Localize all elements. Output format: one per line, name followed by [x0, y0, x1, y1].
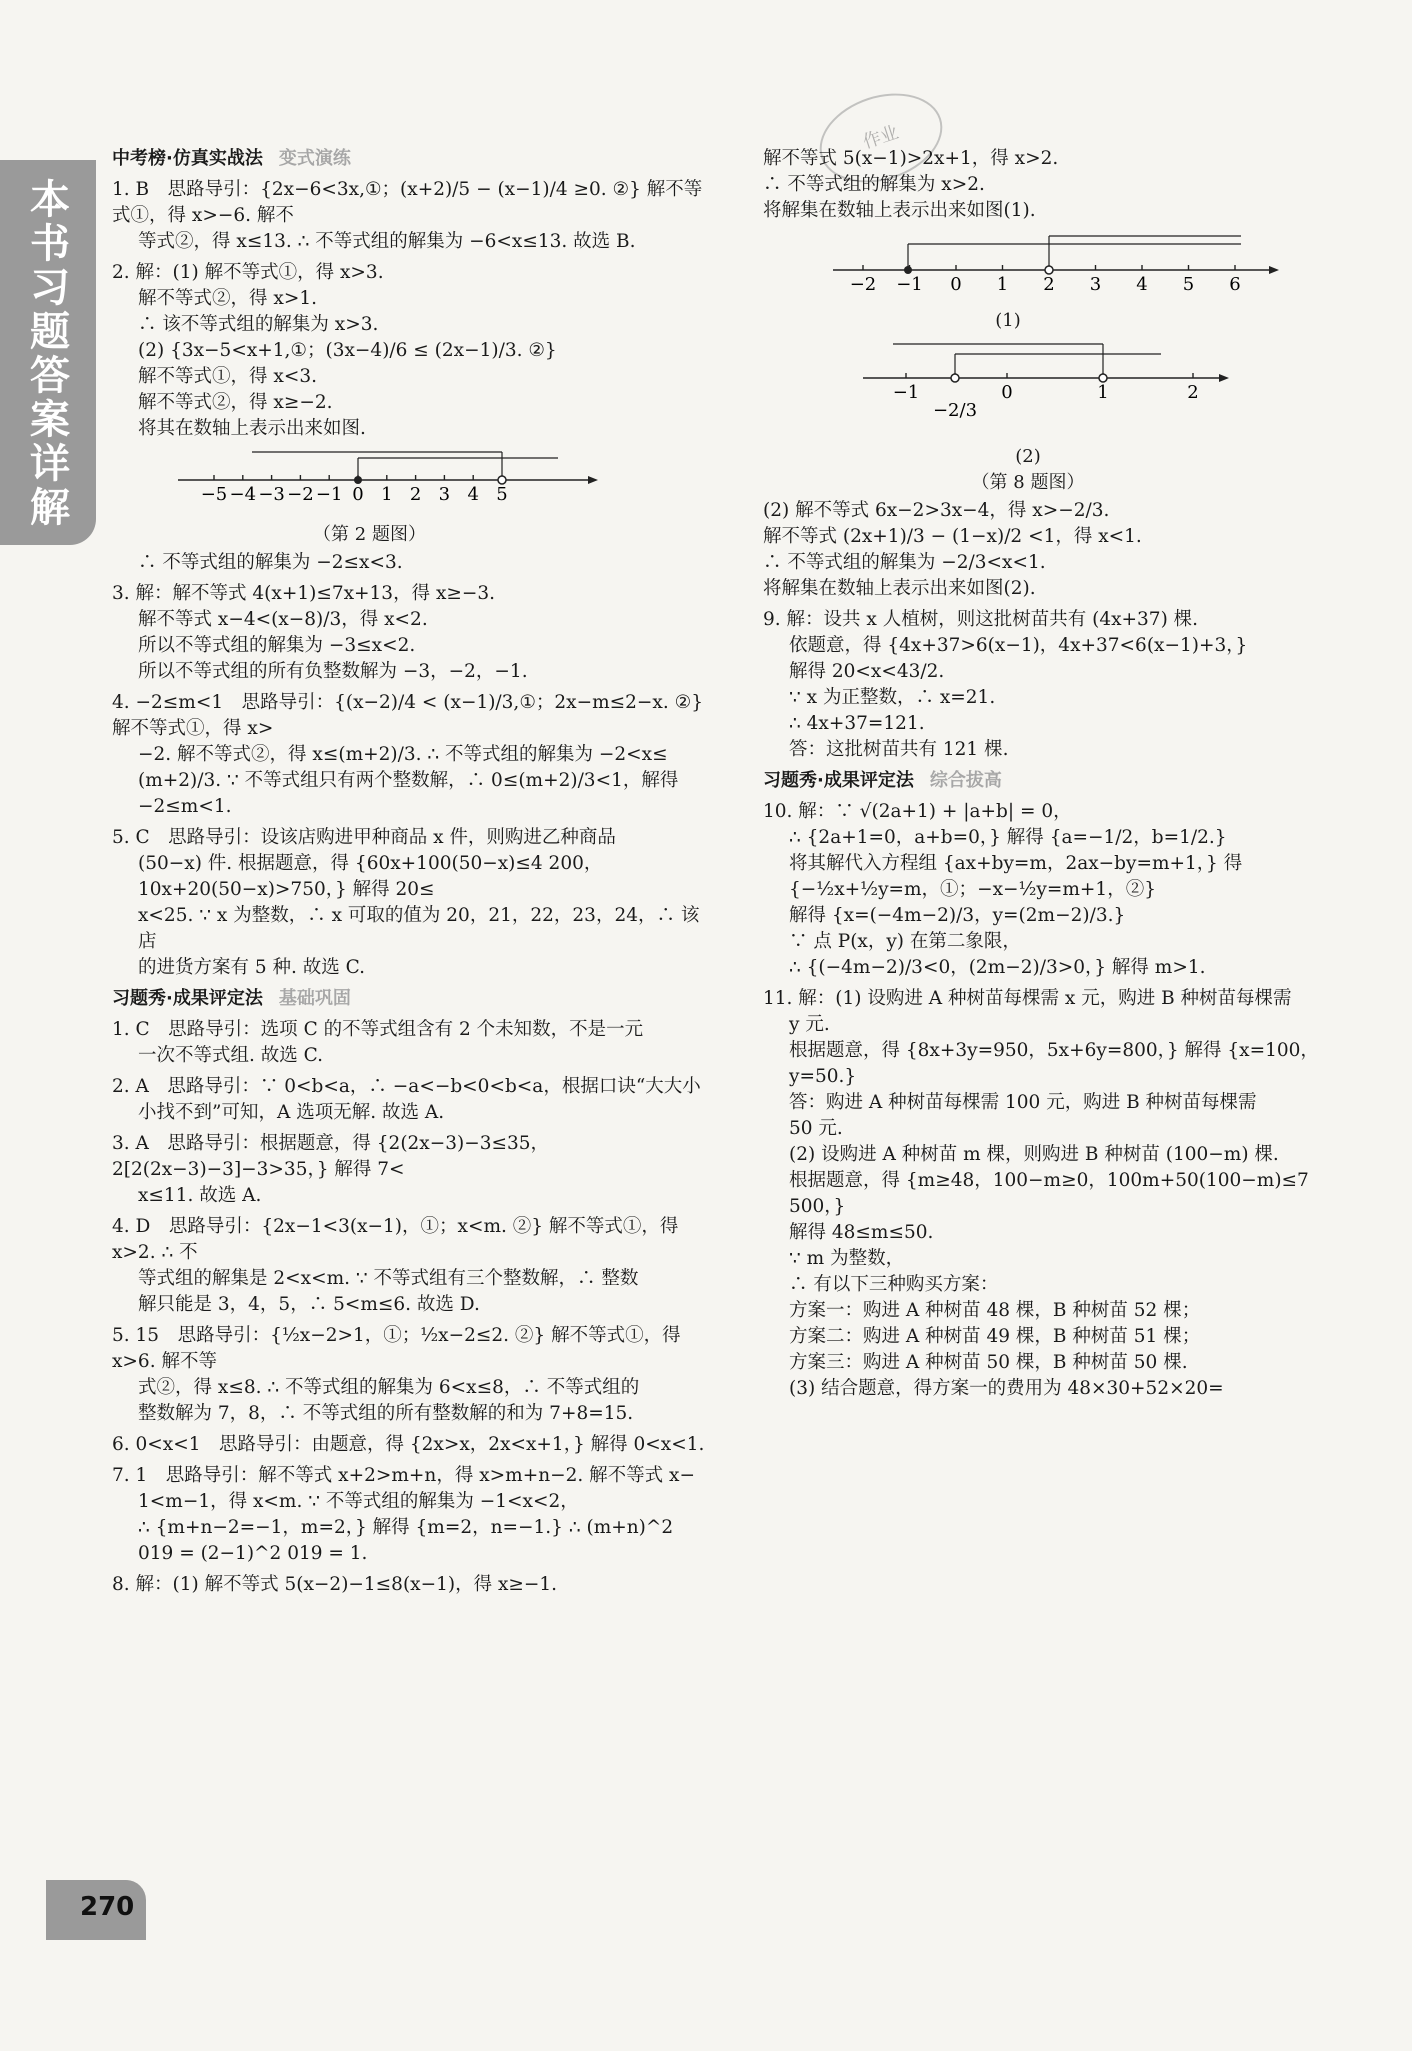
text-line: 解得 20<x<43/2.: [789, 661, 945, 682]
axis-arrow: [1219, 374, 1229, 382]
b6: [112, 1432, 707, 1458]
q10: [763, 799, 1363, 981]
q11: [763, 986, 1363, 1402]
text-line: 1<m−1，得 x<m. ∵ 不等式组的解集为 −1<x<2，: [138, 1491, 579, 1512]
text-line: 50 元.: [789, 1118, 843, 1139]
text-line: 解不等式 (2x+1)/3 − (1−x)/2 <1，得 x<1.: [763, 526, 1142, 547]
b5: [112, 1323, 707, 1427]
text-line: 4. −2≤m<1 思路导引：{(x−2)/4 < (x−1)/3,①；2x−m≤2−x. ②} 解不等式①，得 x>: [112, 692, 703, 739]
text-line: y 元.: [789, 1014, 830, 1035]
number-line-fig2: [112, 448, 707, 514]
tick-label: 0: [352, 484, 364, 505]
tick-label: 1: [1097, 382, 1109, 403]
tick-label: −1: [315, 484, 343, 505]
tick-label: −2: [287, 484, 314, 505]
b2: [112, 1074, 707, 1126]
text-line: 答：这批树苗共有 121 棵.: [789, 739, 1009, 760]
text-line: 10. 解：∵ √(2a+1) + |a+b| = 0，: [763, 801, 1072, 822]
axis-arrow: [588, 476, 598, 484]
q9: [763, 607, 1363, 763]
solid-dot: [904, 266, 912, 274]
q3: [112, 581, 707, 685]
text-line: 解不等式①，得 x<3.: [138, 366, 317, 387]
text-line: 根据题意，得 {m≥48，100−m≥0，100m+50(100−m)≤7 500，}: [789, 1170, 1309, 1217]
text-line: 方案二：购进 A 种树苗 49 棵，B 种树苗 51 棵；: [789, 1326, 1201, 1347]
text-line: 解不等式②，得 x≥−2.: [138, 392, 333, 413]
figure-caption: (2): [1015, 446, 1041, 467]
tick-label: 0: [1001, 382, 1013, 403]
tick-label: 1: [996, 274, 1009, 295]
section-title-3: [763, 768, 1363, 794]
stamp: 作业: [808, 79, 954, 198]
page-number: 270: [80, 1892, 135, 1922]
right-column: [763, 146, 1363, 1407]
text-line: ∴ {m+n−2=−1，m=2，} 解得 {m=2，n=−1.} ∴ (m+n)^2 019 = (2−1)^2 019 = 1.: [138, 1517, 674, 1564]
text-line: ∵ x 为正整数，∴ x=21.: [789, 687, 996, 708]
text-line: 将其解代入方程组 {ax+by=m，2ax−by=m+1，} 得 {−½x+½y=m，①；−x−½y=m+1，②}: [789, 853, 1243, 900]
text-line: ∴ 有以下三种购买方案：: [789, 1274, 999, 1295]
section-title-text: 习题秀·成果评定法: [763, 770, 914, 791]
text-line: 方案三：购进 A 种树苗 50 棵，B 种树苗 50 棵.: [789, 1352, 1188, 1373]
b4: [112, 1214, 707, 1318]
text-line: x<25. ∵ x 为整数，∴ x 可取的值为 20，21，22，23，24，∴ 该店: [138, 905, 700, 952]
text-line: −2. 解不等式②，得 x≤(m+2)/3. ∴ 不等式组的解集为 −2<x≤: [138, 744, 668, 765]
figure-8-1: [763, 230, 1363, 334]
text-line: 8. 解：(1) 解不等式 5(x−2)−1≤8(x−1)，得 x≥−1.: [112, 1574, 558, 1595]
open-dot: [951, 374, 959, 382]
solid-dot: [354, 476, 362, 484]
text-line: 1. B 思路导引：{2x−6<3x,①；(x+2)/5 − (x−1)/4 ≥0. ②} 解不等式①，得 x>−6. 解不: [112, 179, 703, 226]
side-tab: [0, 160, 96, 545]
text-line: 解不等式 x−4<(x−8)/3，得 x<2.: [138, 609, 428, 630]
b3: [112, 1131, 707, 1209]
tick-label: 2: [409, 484, 422, 505]
text-line: ∴ {(−4m−2)/3<0，(2m−2)/3>0，} 解得 m>1.: [789, 957, 1206, 978]
text-line: 3. 解：解不等式 4(x+1)≤7x+13，得 x≥−3.: [112, 583, 496, 604]
tick-label: 0: [950, 274, 962, 295]
text-line: ∴ 不等式组的解集为 x>2.: [763, 174, 985, 195]
tick-label: −4: [229, 484, 257, 505]
text-line: 的进货方案有 5 种. 故选 C.: [138, 957, 366, 978]
tick-label: 5: [1182, 274, 1195, 295]
text-line: 5. C 思路导引：设该店购进甲种商品 x 件，则购进乙种商品: [112, 827, 616, 848]
text-line: 11. 解：(1) 设购进 A 种树苗每棵需 x 元，购进 B 种树苗每棵需: [763, 988, 1292, 1009]
tick-label: −1: [892, 382, 920, 403]
text-line: 答：购进 A 种树苗每棵需 100 元，购进 B 种树苗每棵需: [789, 1092, 1257, 1113]
text-line: 依题意，得 {4x+37>6(x−1)，4x+37<6(x−1)+3，}: [789, 635, 1248, 656]
tick-label: −5: [200, 484, 228, 505]
text-line: 解不等式 5(x−1)>2x+1，得 x>2.: [763, 148, 1059, 169]
q2: [112, 260, 707, 442]
text-line: 解得 48≤m≤50.: [789, 1222, 934, 1243]
number-line-fig8-2: [763, 340, 1363, 436]
open-dot: [1045, 266, 1053, 274]
text-line: ∵ 点 P(x，y) 在第二象限，: [789, 931, 1021, 952]
b7: [112, 1463, 707, 1567]
text-line: 整数解为 7，8，∴ 不等式组的所有整数解的和为 7+8=15.: [138, 1403, 634, 1424]
text-line: ∴ 不等式组的解集为 −2/3<x<1.: [763, 552, 1046, 573]
text-line: 方案一：购进 A 种树苗 48 棵，B 种树苗 52 棵；: [789, 1300, 1201, 1321]
figure-8-2: [763, 340, 1363, 496]
text-line: 将其在数轴上表示出来如图.: [138, 418, 366, 439]
text-line: ∴ 不等式组的解集为 −2≤x<3.: [138, 552, 403, 573]
q1: [112, 177, 707, 255]
text-line: 小找不到”可知，A 选项无解. 故选 A.: [138, 1102, 445, 1123]
text-line: 解不等式②，得 x>1.: [138, 288, 317, 309]
tick-label: 4: [467, 484, 479, 505]
q8-continued: [763, 146, 1363, 224]
text-line: (m+2)/3. ∵ 不等式组只有两个整数解，∴ 0≤(m+2)/3<1，解得: [138, 770, 679, 791]
text-line: ∴ {2a+1=0，a+b=0，} 解得 {a=−1/2，b=1/2.}: [789, 827, 1227, 848]
axis-arrow: [1269, 266, 1279, 274]
tick-label: 5: [496, 484, 508, 505]
section-subtitle: 基础巩固: [278, 988, 351, 1009]
text-line: 将解集在数轴上表示出来如图(1).: [763, 200, 1036, 221]
q5: [112, 825, 707, 981]
text-line: 解得 {x=(−4m−2)/3，y=(2m−2)/3.}: [789, 905, 1126, 926]
tick-label: 3: [1089, 274, 1102, 295]
text-line: 所以不等式组的所有负整数解为 −3，−2，−1.: [138, 661, 528, 682]
text-line: 根据题意，得 {8x+3y=950，5x+6y=800，} 解得 {x=100，y=50.}: [789, 1040, 1319, 1087]
tick-label: −3: [258, 484, 285, 505]
text-line: (2) 解不等式 6x−2>3x−4，得 x>−2/3.: [763, 500, 1110, 521]
text-line: (50−x) 件. 根据题意，得 {60x+100(50−x)≤4 200，10x+20(50−x)>750，} 解得 20≤: [138, 853, 603, 900]
text-line: ∵ m 为整数，: [789, 1248, 905, 1269]
text-line: (2) {3x−5<x+1,①；(3x−4)/6 ≤ (2x−1)/3. ②}: [138, 340, 557, 361]
section-title-2: [112, 986, 707, 1012]
text-line: 等式组的解集是 2<x<m. ∵ 不等式组有三个整数解，∴ 整数: [138, 1268, 639, 1289]
text-line: 5. 15 思路导引：{½x−2>1，①；½x−2≤2. ②} 解不等式①，得 x>6. 解不等: [112, 1325, 681, 1372]
left-column: [112, 146, 707, 1603]
figure-2: [112, 448, 707, 548]
tick-label: 2: [1187, 382, 1199, 403]
text-line: (3) 结合题意，得方案一的费用为 48×30+52×20=: [789, 1378, 1224, 1399]
side-tab-label: 本书习题答案详解: [30, 177, 70, 531]
text-line: x≤11. 故选 A.: [138, 1185, 262, 1206]
tick-label: 6: [1229, 274, 1241, 295]
text-line: 1. C 思路导引：选项 C 的不等式组含有 2 个未知数，不是一元: [112, 1019, 644, 1040]
section-title-1: [112, 146, 707, 172]
text-line: 一次不等式组. 故选 C.: [138, 1045, 324, 1066]
q4: [112, 690, 707, 820]
text-line: (2) 设购进 A 种树苗 m 棵，则购进 B 种树苗 (100−m) 棵.: [789, 1144, 1279, 1165]
b8: [112, 1572, 707, 1598]
text-line: 所以不等式组的解集为 −3≤x<2.: [138, 635, 416, 656]
text-line: 7. 1 思路导引：解不等式 x+2>m+n，得 x>m+n−2. 解不等式 x−: [112, 1465, 695, 1486]
section-title-text: 习题秀·成果评定法: [112, 988, 263, 1009]
b1: [112, 1017, 707, 1069]
text-line: 4. D 思路导引：{2x−1<3(x−1)，①；x<m. ②} 解不等式①，得 x>2. ∴ 不: [112, 1216, 679, 1263]
figure-caption: （第 2 题图）: [313, 524, 426, 545]
text-line: 9. 解：设共 x 人植树，则这批树苗共有 (4x+37) 棵.: [763, 609, 1199, 630]
text-line: −2≤m<1.: [138, 796, 232, 817]
text-line: ∴ 4x+37=121.: [789, 713, 925, 734]
q8-part2: [763, 498, 1363, 602]
figure-caption: （第 8 题图）: [971, 472, 1085, 493]
open-dot: [1099, 374, 1107, 382]
number-line-fig8-1: [763, 230, 1363, 300]
tick-label: 3: [438, 484, 451, 505]
text-line: ∴ 该不等式组的解集为 x>3.: [138, 314, 379, 335]
figure-caption: (1): [995, 310, 1021, 331]
tick-label: −2/3: [932, 400, 978, 421]
tick-label: −1: [896, 274, 923, 295]
tick-label: 2: [1043, 274, 1055, 295]
tick-label: 4: [1136, 274, 1148, 295]
text-line: 等式②，得 x≤13. ∴ 不等式组的解集为 −6<x≤13. 故选 B.: [138, 231, 636, 252]
text-line: 将解集在数轴上表示出来如图(2).: [763, 578, 1036, 599]
text-line: 式②，得 x≤8. ∴ 不等式组的解集为 6<x≤8，∴ 不等式组的: [138, 1377, 640, 1398]
text-line: 2. A 思路导引：∵ 0<b<a，∴ −a<−b<0<b<a，根据口诀“大大小: [112, 1076, 701, 1097]
section-title-text: 中考榜·仿真实战法: [112, 148, 263, 169]
tick-label: −2: [849, 274, 877, 295]
open-dot: [498, 476, 506, 484]
q2-end: [112, 550, 707, 576]
text-line: 2. 解：(1) 解不等式①，得 x>3.: [112, 262, 384, 283]
page-number-tab: [46, 1880, 146, 1940]
text-line: 6. 0<x<1 思路导引：由题意，得 {2x>x，2x<x+1，} 解得 0<x<1.: [112, 1434, 705, 1455]
section-subtitle: 综合拔高: [929, 770, 1002, 791]
section-subtitle: 变式演练: [278, 148, 351, 169]
text-line: 3. A 思路导引：根据题意，得 {2(2x−3)−3≤35，2[2(2x−3)−3]−3>35，} 解得 7<: [112, 1133, 550, 1180]
text-line: 解只能是 3，4，5，∴ 5<m≤6. 故选 D.: [138, 1294, 480, 1315]
tick-label: 1: [381, 484, 393, 505]
